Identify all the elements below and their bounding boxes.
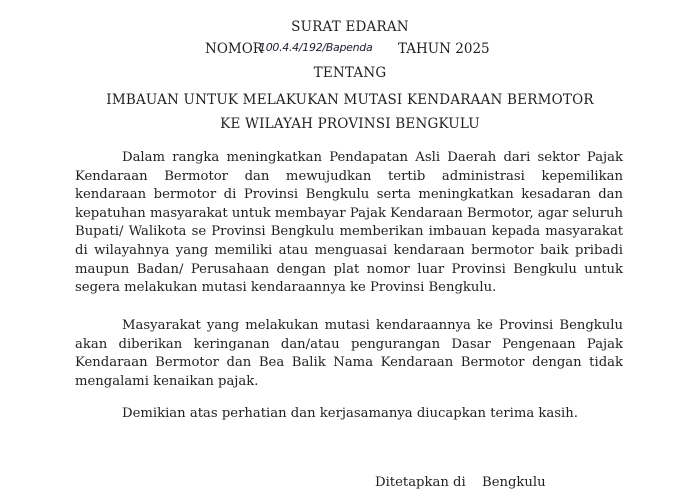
tentang-heading: TENTANG	[313, 65, 387, 81]
document-title: SURAT EDARAN	[291, 19, 409, 35]
body-paragraph-1: Dalam rangka meningkatkan Pendapatan Asli Daerah dari sektor Pajak Kendaraan Bermotor dan mewujudkan tertib administrasi kepemilikan kendaraan bermotor di Provinsi Bengkulu serta meningkatkan kesadaran dan kepatuhan masyarakat untuk membayar Pajak Kendaraan Bermotor, agar seluruh Bupati/ Walikota se Provinsi Bengkulu memberikan imbauan kepada masyarakat di wilayahnya yang memiliki atau menguasai kendaraan bermotor baik pribadi maupun Badan/ Perusahaan dengan plat nomor luar Provinsi Bengkulu untuk segera melakukan mutasi kendaraannya ke Provinsi Bengkulu.	[75, 150, 623, 296]
year-label: TAHUN 2025	[398, 41, 490, 57]
signature-label: Ditetapkan di	[375, 475, 466, 490]
subject-line-2: KE WILAYAH PROVINSI BENGKULU	[220, 116, 480, 132]
signature-place: Bengkulu	[482, 475, 546, 490]
subject-line-1: IMBAUAN UNTUK MELAKUKAN MUTASI KENDARAAN BERMOTOR	[106, 92, 594, 108]
body-paragraph-2: Masyarakat yang melakukan mutasi kendaraannya ke Provinsi Bengkulu akan diberikan keringanan dan/atau pengurangan Dasar Pengenaan Pajak Kendaraan Bermotor dan Bea Balik Nama Kendaraan Bermotor dengan tidak mengalami kenaikan pajak.	[75, 318, 623, 389]
nomor-label: NOMOR	[205, 41, 263, 57]
signature-place-line	[375, 474, 546, 492]
closing-sentence: Demikian atas perhatian dan kerjasamanya diucapkan terima kasih.	[122, 406, 578, 421]
handwritten-document-number: 100.4.4/192/Bapenda	[259, 41, 373, 54]
